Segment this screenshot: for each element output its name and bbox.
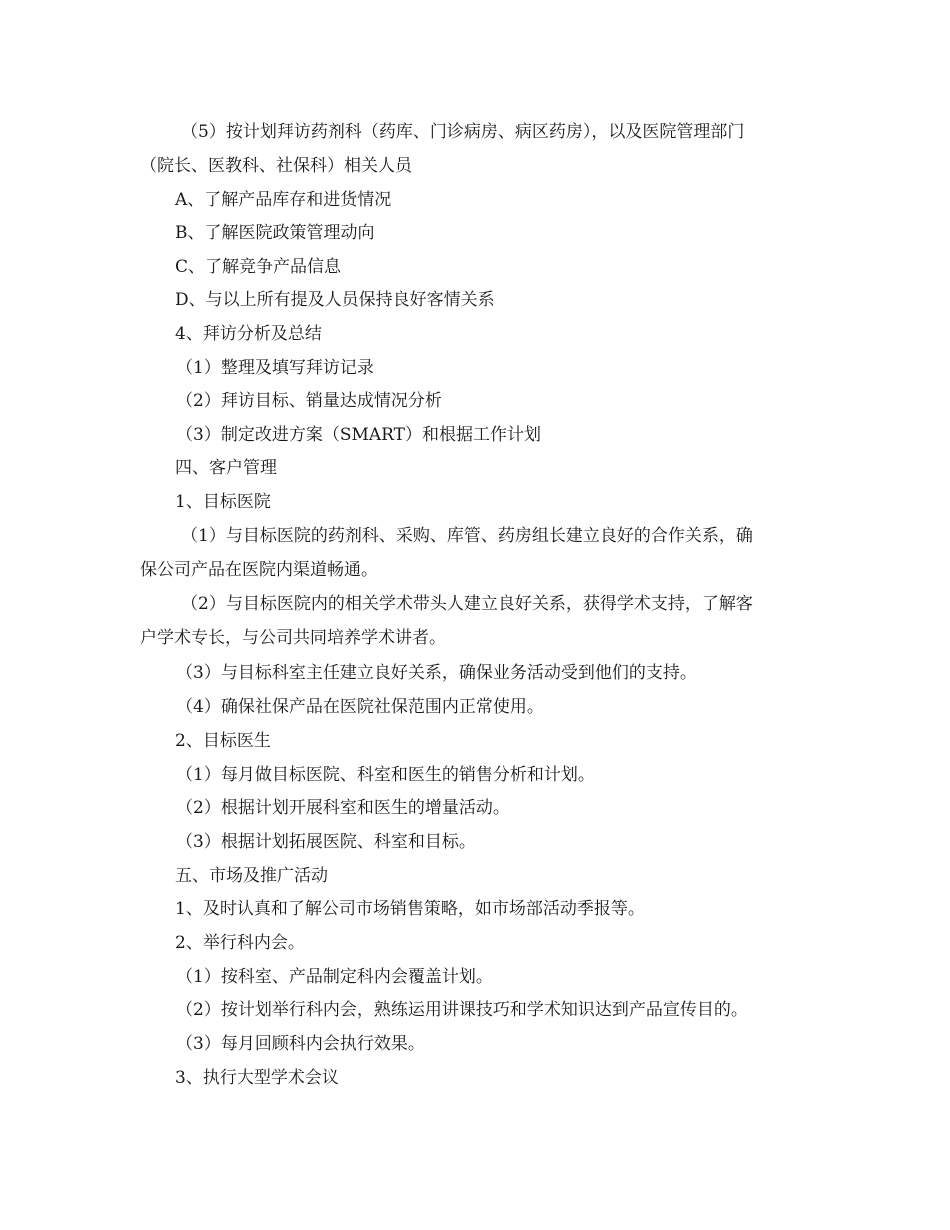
chapter-heading: 四、客户管理 [175, 458, 277, 478]
list-item: （4）确保社保产品在医院社保范围内正常使用。 [176, 697, 544, 717]
list-item: （3）制定改进方案（SMART）和根据工作计划 [176, 425, 541, 445]
paragraph-line: （院长、医教科、社保科）相关人员 [140, 156, 412, 176]
section-heading: 2、举行科内会。 [175, 933, 305, 953]
section-heading: 4、拜访分析及总结 [175, 324, 322, 344]
list-item: C、了解竞争产品信息 [175, 257, 342, 277]
paragraph-line: （5）按计划拜访药剂科（药库、门诊病房、病区药房），以及医院管理部门 [181, 122, 745, 142]
section-heading: 1、目标医院 [175, 492, 271, 512]
list-item: （1）整理及填写拜访记录 [176, 358, 374, 378]
list-item: （3）与目标科室主任建立良好关系，确保业务活动受到他们的支持。 [176, 663, 697, 683]
paragraph-line: 保公司产品在医院内渠道畅通。 [140, 560, 378, 580]
list-item: D、与以上所有提及人员保持良好客情关系 [175, 290, 495, 310]
section-heading: 2、目标医生 [175, 731, 271, 751]
list-item: 1、及时认真和了解公司市场销售策略，如市场部活动季报等。 [175, 899, 645, 919]
list-item: （2）按计划举行科内会，熟练运用讲课技巧和学术知识达到产品宣传目的。 [176, 1000, 748, 1020]
paragraph-line: （1）与目标医院的药剂科、采购、库管、药房组长建立良好的合作关系，确 [181, 526, 753, 546]
list-item: （1）按科室、产品制定科内会覆盖计划。 [176, 967, 493, 987]
chapter-heading: 五、市场及推广活动 [175, 866, 328, 886]
section-heading: 3、执行大型学术会议 [175, 1068, 339, 1088]
list-item: （2）拜访目标、销量达成情况分析 [176, 391, 442, 411]
list-item: A、了解产品库存和进货情况 [175, 190, 392, 210]
list-item: （3）根据计划拓展医院、科室和目标。 [176, 832, 476, 852]
list-item: （2）根据计划开展科室和医生的增量活动。 [176, 798, 510, 818]
paragraph-line: （2）与目标医院内的相关学术带头人建立良好关系，获得学术支持，了解客 [181, 594, 753, 614]
list-item: B、了解医院政策管理动向 [175, 223, 375, 243]
paragraph-line: 户学术专长，与公司共同培养学术讲者。 [140, 628, 446, 648]
list-item: （3）每月回顾科内会执行效果。 [176, 1034, 425, 1054]
list-item: （1）每月做目标医院、科室和医生的销售分析和计划。 [176, 765, 595, 785]
